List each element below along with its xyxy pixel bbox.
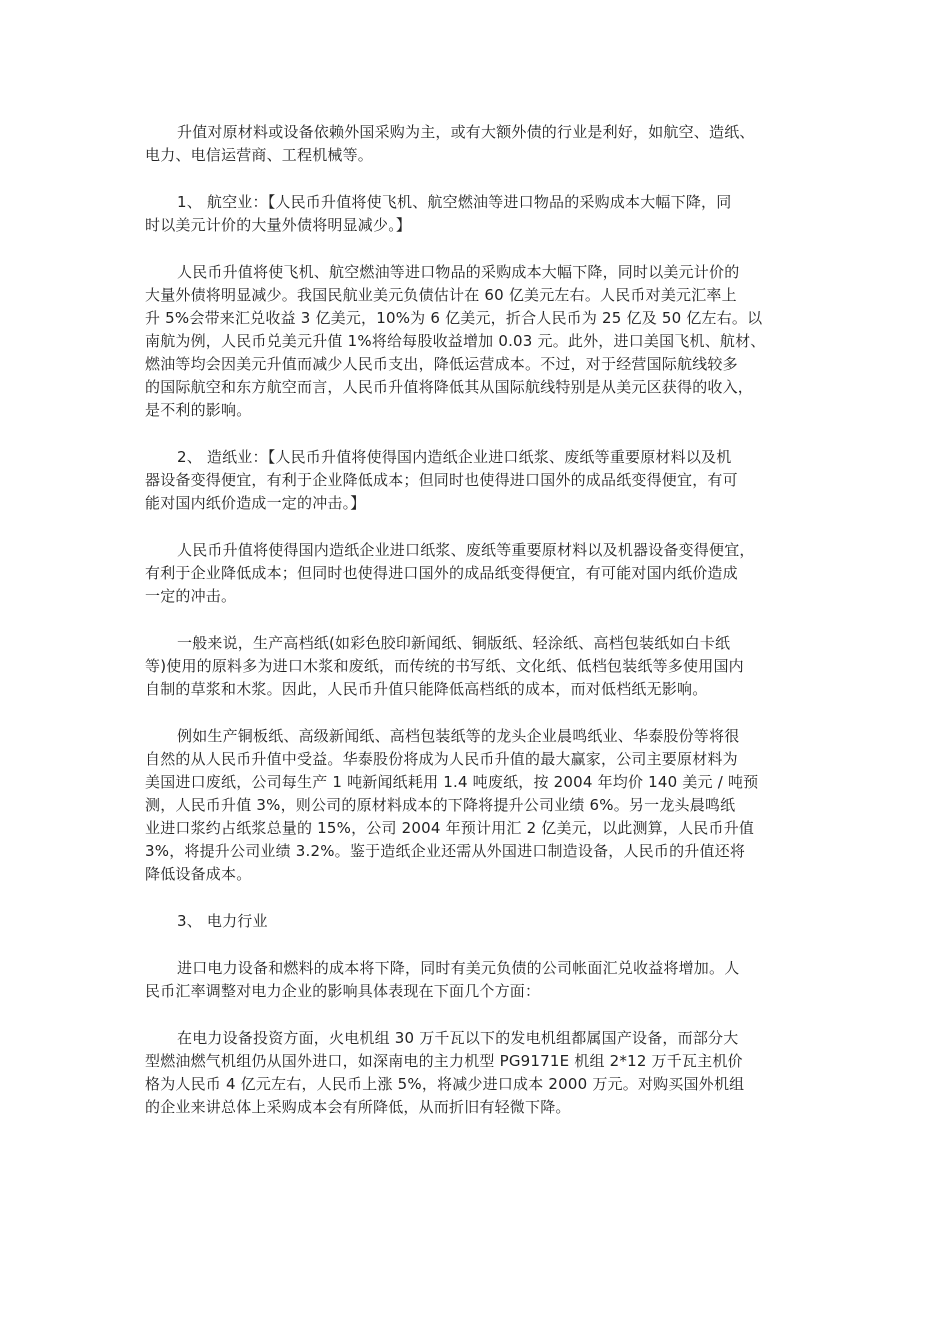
text-line: 的企业来讲总体上采购成本会有所降低，从而折旧有轻微下降。 [145, 1098, 571, 1116]
paragraph [145, 446, 815, 515]
text-line: 有利于企业降低成本；但同时也使得进口国外的成品纸变得便宜，有可能对国内纸价造成 [145, 564, 738, 582]
text-line: 升 5%会带来汇兑收益 3 亿美元，10%为 6 亿美元，折合人民币为 25 亿及 50 亿左右。以 [145, 309, 763, 327]
text-line: 测，人民币升值 3%，则公司的原材料成本的下降将提升公司业绩 6%。另一龙头晨鸣纸 [145, 796, 736, 814]
paragraph [145, 957, 815, 1003]
paragraph [145, 261, 815, 422]
paragraph [145, 910, 815, 933]
text-line: 1、 航空业：【人民币升值将使飞机、航空燃油等进口物品的采购成本大幅下降，同 [177, 193, 732, 211]
text-line: 自然的从人民币升值中受益。华泰股份将成为人民币升值的最大赢家，公司主要原材料为 [145, 750, 738, 768]
text-line: 能对国内纸价造成一定的冲击。】 [145, 494, 366, 512]
paragraph [145, 1027, 815, 1119]
text-line: 人民币升值将使得国内造纸企业进口纸浆、废纸等重要原材料以及机器设备变得便宜， [177, 541, 755, 559]
text-line: 电力、电信运营商、工程机械等。 [145, 146, 374, 164]
document-body [145, 121, 815, 1143]
paragraph [145, 191, 815, 237]
text-line: 器设备变得便宜，有利于企业降低成本；但同时也使得进口国外的成品纸变得便宜，有可 [145, 471, 738, 489]
text-line: 时以美元计价的大量外债将明显减少。】 [145, 216, 412, 234]
text-line: 美国进口废纸，公司每生产 1 吨新闻纸耗用 1.4 吨废纸，按 2004 年均价 140 美元 / 吨预 [145, 773, 759, 791]
text-line: 自制的草浆和木浆。因此，人民币升值只能降低高档纸的成本，而对低档纸无影响。 [145, 680, 708, 698]
text-line: 型燃油燃气机组仍从国外进口，如深南电的主力机型 PG9171E 机组 2*12 万千瓦主机价 [145, 1052, 743, 1070]
text-line: 升值对原材料或设备依赖外国采购为主，或有大额外债的行业是利好，如航空、造纸、 [177, 123, 755, 141]
text-line: 进口电力设备和燃料的成本将下降，同时有美元负债的公司帐面汇兑收益将增加。人 [177, 959, 740, 977]
text-line: 一般来说，生产高档纸(如彩色胶印新闻纸、铜版纸、轻涂纸、高档包装纸如白卡纸 [177, 634, 731, 652]
text-line: 一定的冲击。 [145, 587, 237, 605]
text-line: 是不利的影响。 [145, 401, 252, 419]
paragraph [145, 725, 815, 886]
text-line: 燃油等均会因美元升值而减少人民币支出，降低运营成本。不过，对于经营国际航线较多 [145, 355, 738, 373]
text-line: 南航为例，人民币兑美元升值 1%将给每股收益增加 0.03 元。此外，进口美国飞机、航材、 [145, 332, 766, 350]
text-line: 业进口浆约占纸浆总量的 15%，公司 2004 年预计用汇 2 亿美元，以此测算，人民币升值 [145, 819, 755, 837]
text-line: 降低设备成本。 [145, 865, 252, 883]
paragraph [145, 539, 815, 608]
text-line: 3%，将提升公司业绩 3.2%。鉴于造纸企业还需从外国进口制造设备，人民币的升值还将 [145, 842, 746, 860]
paragraph [145, 121, 815, 167]
text-line: 人民币升值将使飞机、航空燃油等进口物品的采购成本大幅下降，同时以美元计价的 [177, 263, 740, 281]
text-line: 格为人民币 4 亿元左右，人民币上涨 5%，将减少进口成本 2000 万元。对购买国外机组 [145, 1075, 745, 1093]
text-line: 民币汇率调整对电力企业的影响具体表现在下面几个方面： [145, 982, 541, 1000]
text-line: 3、 电力行业 [177, 912, 268, 930]
paragraph [145, 632, 815, 701]
text-line: 大量外债将明显减少。我国民航业美元负债估计在 60 亿美元左右。人民币对美元汇率上 [145, 286, 737, 304]
text-line: 在电力设备投资方面，火电机组 30 万千瓦以下的发电机组都属国产设备，而部分大 [177, 1029, 739, 1047]
text-line: 例如生产铜板纸、高级新闻纸、高档包装纸等的龙头企业晨鸣纸业、华泰股份等将很 [177, 727, 740, 745]
text-line: 等)使用的原料多为进口木浆和废纸，而传统的书写纸、文化纸、低档包装纸等多使用国内 [145, 657, 744, 675]
text-line: 2、 造纸业：【人民币升值将使得国内造纸企业进口纸浆、废纸等重要原材料以及机 [177, 448, 732, 466]
text-line: 的国际航空和东方航空而言，人民币升值将降低其从国际航线特别是从美元区获得的收入， [145, 378, 754, 396]
